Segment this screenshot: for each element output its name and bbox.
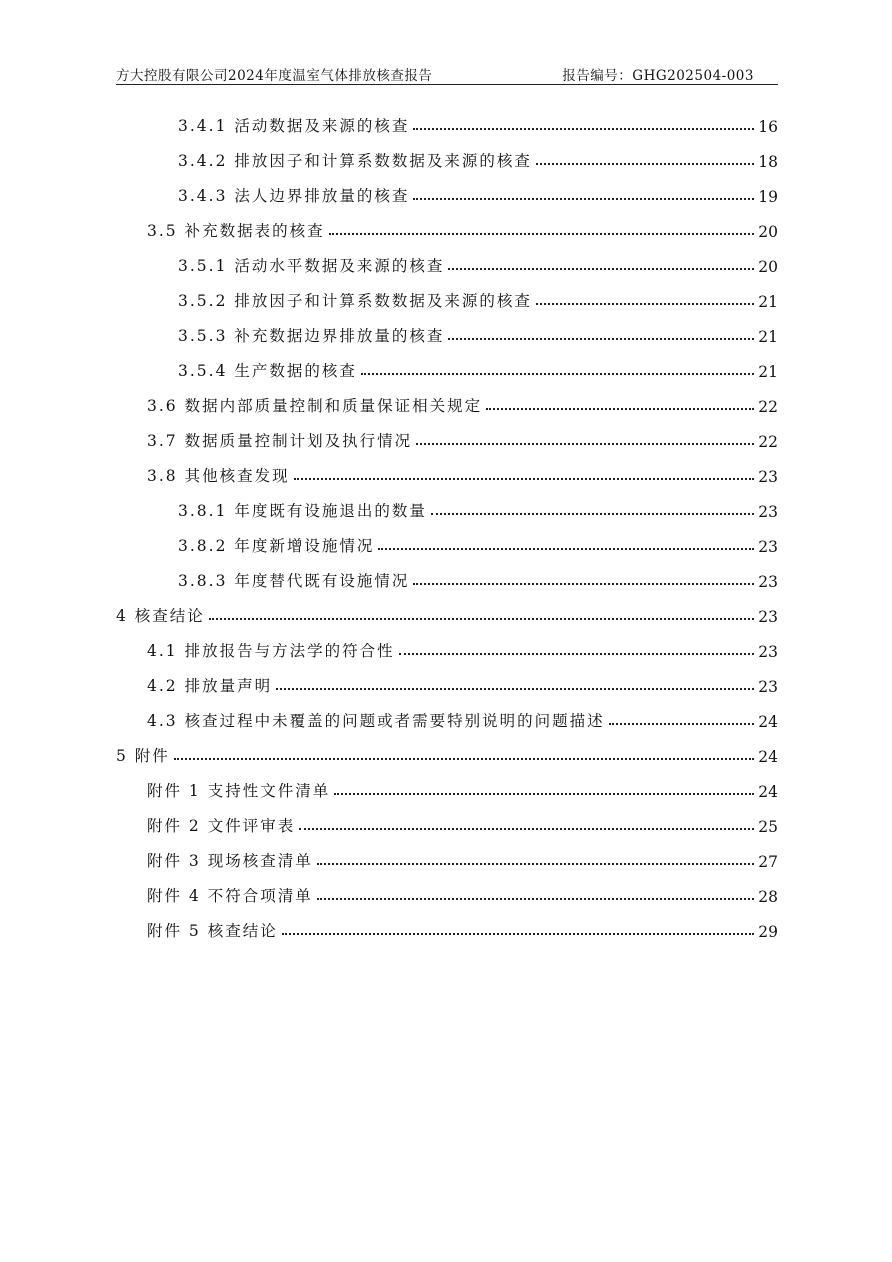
toc-entry-page-number: 19 [758,188,778,206]
toc-entry[interactable] [178,528,778,556]
toc-entry-page-number: 21 [758,293,778,311]
toc-dot-leader [294,477,755,480]
toc-entry-page-number: 24 [758,713,778,731]
toc-dot-leader [399,652,755,655]
toc-entry-label: 3.8.2 年度新增设施情况 [178,537,375,555]
toc-dot-leader [282,932,755,935]
toc-entry[interactable] [178,563,778,591]
toc-entry-label: 3.4.2 排放因子和计算系数数据及来源的核查 [178,152,532,170]
toc-entry-page-number: 28 [758,888,778,906]
toc-entry-page-number: 29 [758,923,778,941]
toc-entry-page-number: 24 [758,783,778,801]
toc-entry-label: 附件 1 支持性文件清单 [147,782,331,800]
toc-entry-page-number: 20 [758,223,778,241]
toc-entry[interactable] [147,843,778,871]
page-header [116,62,778,85]
toc-entry-page-number: 23 [758,573,778,591]
toc-entry[interactable] [178,143,778,171]
toc-entry[interactable] [147,458,778,486]
toc-entry-page-number: 21 [758,363,778,381]
toc-entry[interactable] [147,773,778,801]
toc-entry-label: 3.5.1 活动水平数据及来源的核查 [178,257,445,275]
header-report-title: 方大控股有限公司2024年度温室气体排放核查报告 [116,68,433,84]
toc-entry-page-number: 23 [758,468,778,486]
toc-dot-leader [448,267,754,270]
toc-entry-page-number: 22 [758,398,778,416]
toc-entry-label: 4.2 排放量声明 [147,677,273,695]
toc-dot-leader [334,792,754,795]
toc-entry-page-number: 24 [758,748,778,766]
toc-entry[interactable] [147,423,778,451]
toc-entry-page-number: 25 [758,818,778,836]
toc-entry-label: 3.6 数据内部质量控制和质量保证相关规定 [147,397,483,415]
toc-entry-page-number: 23 [758,538,778,556]
toc-dot-leader [299,827,754,830]
toc-entry-page-number: 27 [758,853,778,871]
toc-entry-page-number: 16 [758,118,778,136]
toc-dot-leader [174,757,754,760]
toc-dot-leader [536,162,754,165]
header-report-number: 报告编号：GHG202504-003 [562,68,754,84]
toc-entry[interactable] [147,878,778,906]
toc-entry-label: 3.5.2 排放因子和计算系数数据及来源的核查 [178,292,532,310]
toc-entry[interactable] [147,913,778,941]
toc-dot-leader [416,442,754,445]
toc-entry-page-number: 23 [758,503,778,521]
toc-entry[interactable] [178,318,778,346]
toc-entry-label: 3.8.1 年度既有设施退出的数量 [178,502,427,520]
toc-dot-leader [486,407,754,410]
toc-entry-label: 3.8.3 年度替代既有设施情况 [178,572,410,590]
toc-entry[interactable] [147,808,778,836]
toc-dot-leader [609,722,755,725]
toc-dot-leader [209,617,754,620]
toc-entry-label: 3.4.3 法人边界排放量的核查 [178,187,410,205]
toc-entry-label: 3.5 补充数据表的核查 [147,222,325,240]
toc-entry-label: 4 核查结论 [116,607,205,625]
toc-dot-leader [431,512,754,515]
toc-dot-leader [536,302,754,305]
toc-entry-label: 3.4.1 活动数据及来源的核查 [178,117,410,135]
toc-entry[interactable] [147,703,778,731]
toc-entry-page-number: 23 [758,608,778,626]
toc-entry-label: 3.5.3 补充数据边界排放量的核查 [178,327,445,345]
toc-dot-leader [329,232,755,235]
toc-entry-label: 附件 5 核查结论 [147,922,278,940]
toc-entry-label: 附件 3 现场核查清单 [147,852,313,870]
toc-dot-leader [361,372,754,375]
toc-dot-leader [413,127,754,130]
toc-entry-label: 3.8 其他核查发现 [147,467,290,485]
toc-dot-leader [276,687,754,690]
toc-dot-leader [413,582,754,585]
toc-entry[interactable] [147,633,778,661]
toc-entry[interactable] [147,388,778,416]
toc-dot-leader [317,862,755,865]
toc-entry-page-number: 23 [758,678,778,696]
toc-entry-page-number: 20 [758,258,778,276]
toc-entry[interactable] [178,353,778,381]
toc-entry[interactable] [147,213,778,241]
toc-dot-leader [448,337,754,340]
toc-entry-page-number: 23 [758,643,778,661]
toc-entry[interactable] [178,108,778,136]
toc-entry-label: 4.1 排放报告与方法学的符合性 [147,642,395,660]
toc-entry-page-number: 18 [758,153,778,171]
toc-entry[interactable] [116,598,778,626]
toc-entry-label: 3.5.4 生产数据的核查 [178,362,357,380]
toc-entry[interactable] [178,178,778,206]
toc-entry[interactable] [178,493,778,521]
toc-entry-page-number: 22 [758,433,778,451]
toc-entry-label: 4.3 核查过程中未覆盖的问题或者需要特别说明的问题描述 [147,712,605,730]
toc-dot-leader [413,197,754,200]
toc-entry-page-number: 21 [758,328,778,346]
toc-entry-label: 附件 2 文件评审表 [147,817,296,835]
toc-entry[interactable] [116,738,778,766]
toc-dot-leader [378,547,754,550]
toc-dot-leader [317,897,755,900]
toc-entry[interactable] [178,283,778,311]
toc-entry-label: 附件 4 不符合项清单 [147,887,313,905]
toc-entry[interactable] [147,668,778,696]
toc-entry-label: 3.7 数据质量控制计划及执行情况 [147,432,413,450]
toc-entry[interactable] [178,248,778,276]
toc-entry-label: 5 附件 [116,747,170,765]
